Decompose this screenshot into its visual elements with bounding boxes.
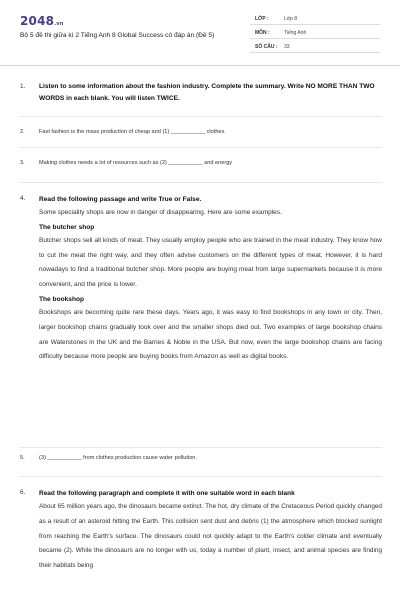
question-number: 4. (20, 195, 26, 202)
document-title: Bộ 5 đề thi giữa kì 2 Tiếng Anh 8 Global Success có đáp án (Đề 5) (20, 32, 215, 39)
question-number: 1. (20, 83, 26, 90)
passage-paragraph: Butcher shops sell all kinds of meat. They usually employ people who are trained in the meat industry. They know how to cut the meat the right way, and they often advise customers on the different types of meat. However, it is hard nowadays to find a traditional butcher shop. More people are buying meat from large supermarkets because it is more convenient, and the price is lower. (39, 236, 382, 289)
meta-value: Lớp 8 (284, 16, 298, 22)
question-number: 3. (20, 160, 25, 166)
divider (20, 147, 382, 148)
question-1 (20, 81, 382, 105)
question-instruction: Read the following paragraph and complete it with one suitable word in each blank (39, 490, 295, 497)
question-body (39, 487, 382, 574)
passage-heading: The butcher shop (39, 223, 95, 231)
question-instruction: Read the following passage and write True or False. (39, 196, 202, 203)
question-4 (20, 193, 382, 438)
question-text: Listen to some information about the fashion industry. Complete the summary. Write NO MORE THAN TWO WORDS in each blank. You will listen TWICE. (39, 83, 375, 102)
meta-value: 33 (284, 44, 290, 50)
divider (20, 182, 382, 183)
question-number: 6. (20, 489, 26, 496)
meta-row-grade (250, 12, 380, 25)
question-2 (20, 127, 382, 138)
site-logo[interactable] (20, 14, 64, 28)
meta-row-question-count (250, 40, 380, 53)
question-text: (3) ___________ from clothes production cause water pollution. (39, 455, 197, 461)
divider (20, 476, 382, 477)
meta-key: LỚP : (255, 16, 269, 22)
passage-heading: The bookshop (39, 295, 85, 303)
question-number: 5. (20, 455, 25, 461)
question-body (39, 193, 382, 365)
meta-divider (250, 38, 380, 39)
meta-divider (250, 52, 380, 53)
passage-paragraph: Bookshops are becoming quite rare these days. Years ago, it was easy to find bookshops in any town or city. Then, larger bookshop chains gradually took over and the smaller shops died out. Two examples of large bookshop chains are Waterstones in the UK and the Barnes & Noble in the USA. But now, even the large bookshop chains are facing difficulty because more people are buying books from Amazon as well as digital books. (39, 308, 382, 361)
question-6 (20, 487, 382, 600)
meta-value: Tiếng Anh (284, 30, 307, 36)
passage-intro: Some speciality shops are now in danger of disappearing. Here are some examples. (39, 209, 282, 216)
meta-key: SỐ CÂU : (255, 44, 278, 50)
meta-divider (250, 24, 380, 25)
logo-suffix: .vn (54, 21, 64, 27)
meta-row-subject (250, 26, 380, 39)
divider (20, 116, 382, 117)
passage-paragraph: About 65 million years ago, the dinosaurs became extinct. The hot, dry climate of the Cretaceous Period quickly changed as a result of an asteroid hitting the Earth. This collision sent dust and debris (1) the atmosphere which blocked sunlight from reaching the Earth's surface. The dinosaurs could not quickly adapt to the Earth's colder climate and eventually became (2). While the dinosaurs are no longer with us, today a number of plant, insect, and animal species are finding their habitats being (39, 503, 382, 570)
logo-text: 2048 (20, 14, 55, 28)
divider (20, 447, 382, 448)
meta-key: MÔN : (255, 30, 270, 36)
question-text: Making clothes needs a lot of resources such as (2) ___________ and energy (39, 160, 233, 166)
question-3 (20, 158, 382, 169)
question-number: 2. (20, 129, 25, 135)
question-text: Fast fashion is the mass production of cheap and (1) ___________ clothes. (39, 129, 226, 135)
question-5 (20, 453, 382, 464)
page-header (0, 0, 400, 66)
